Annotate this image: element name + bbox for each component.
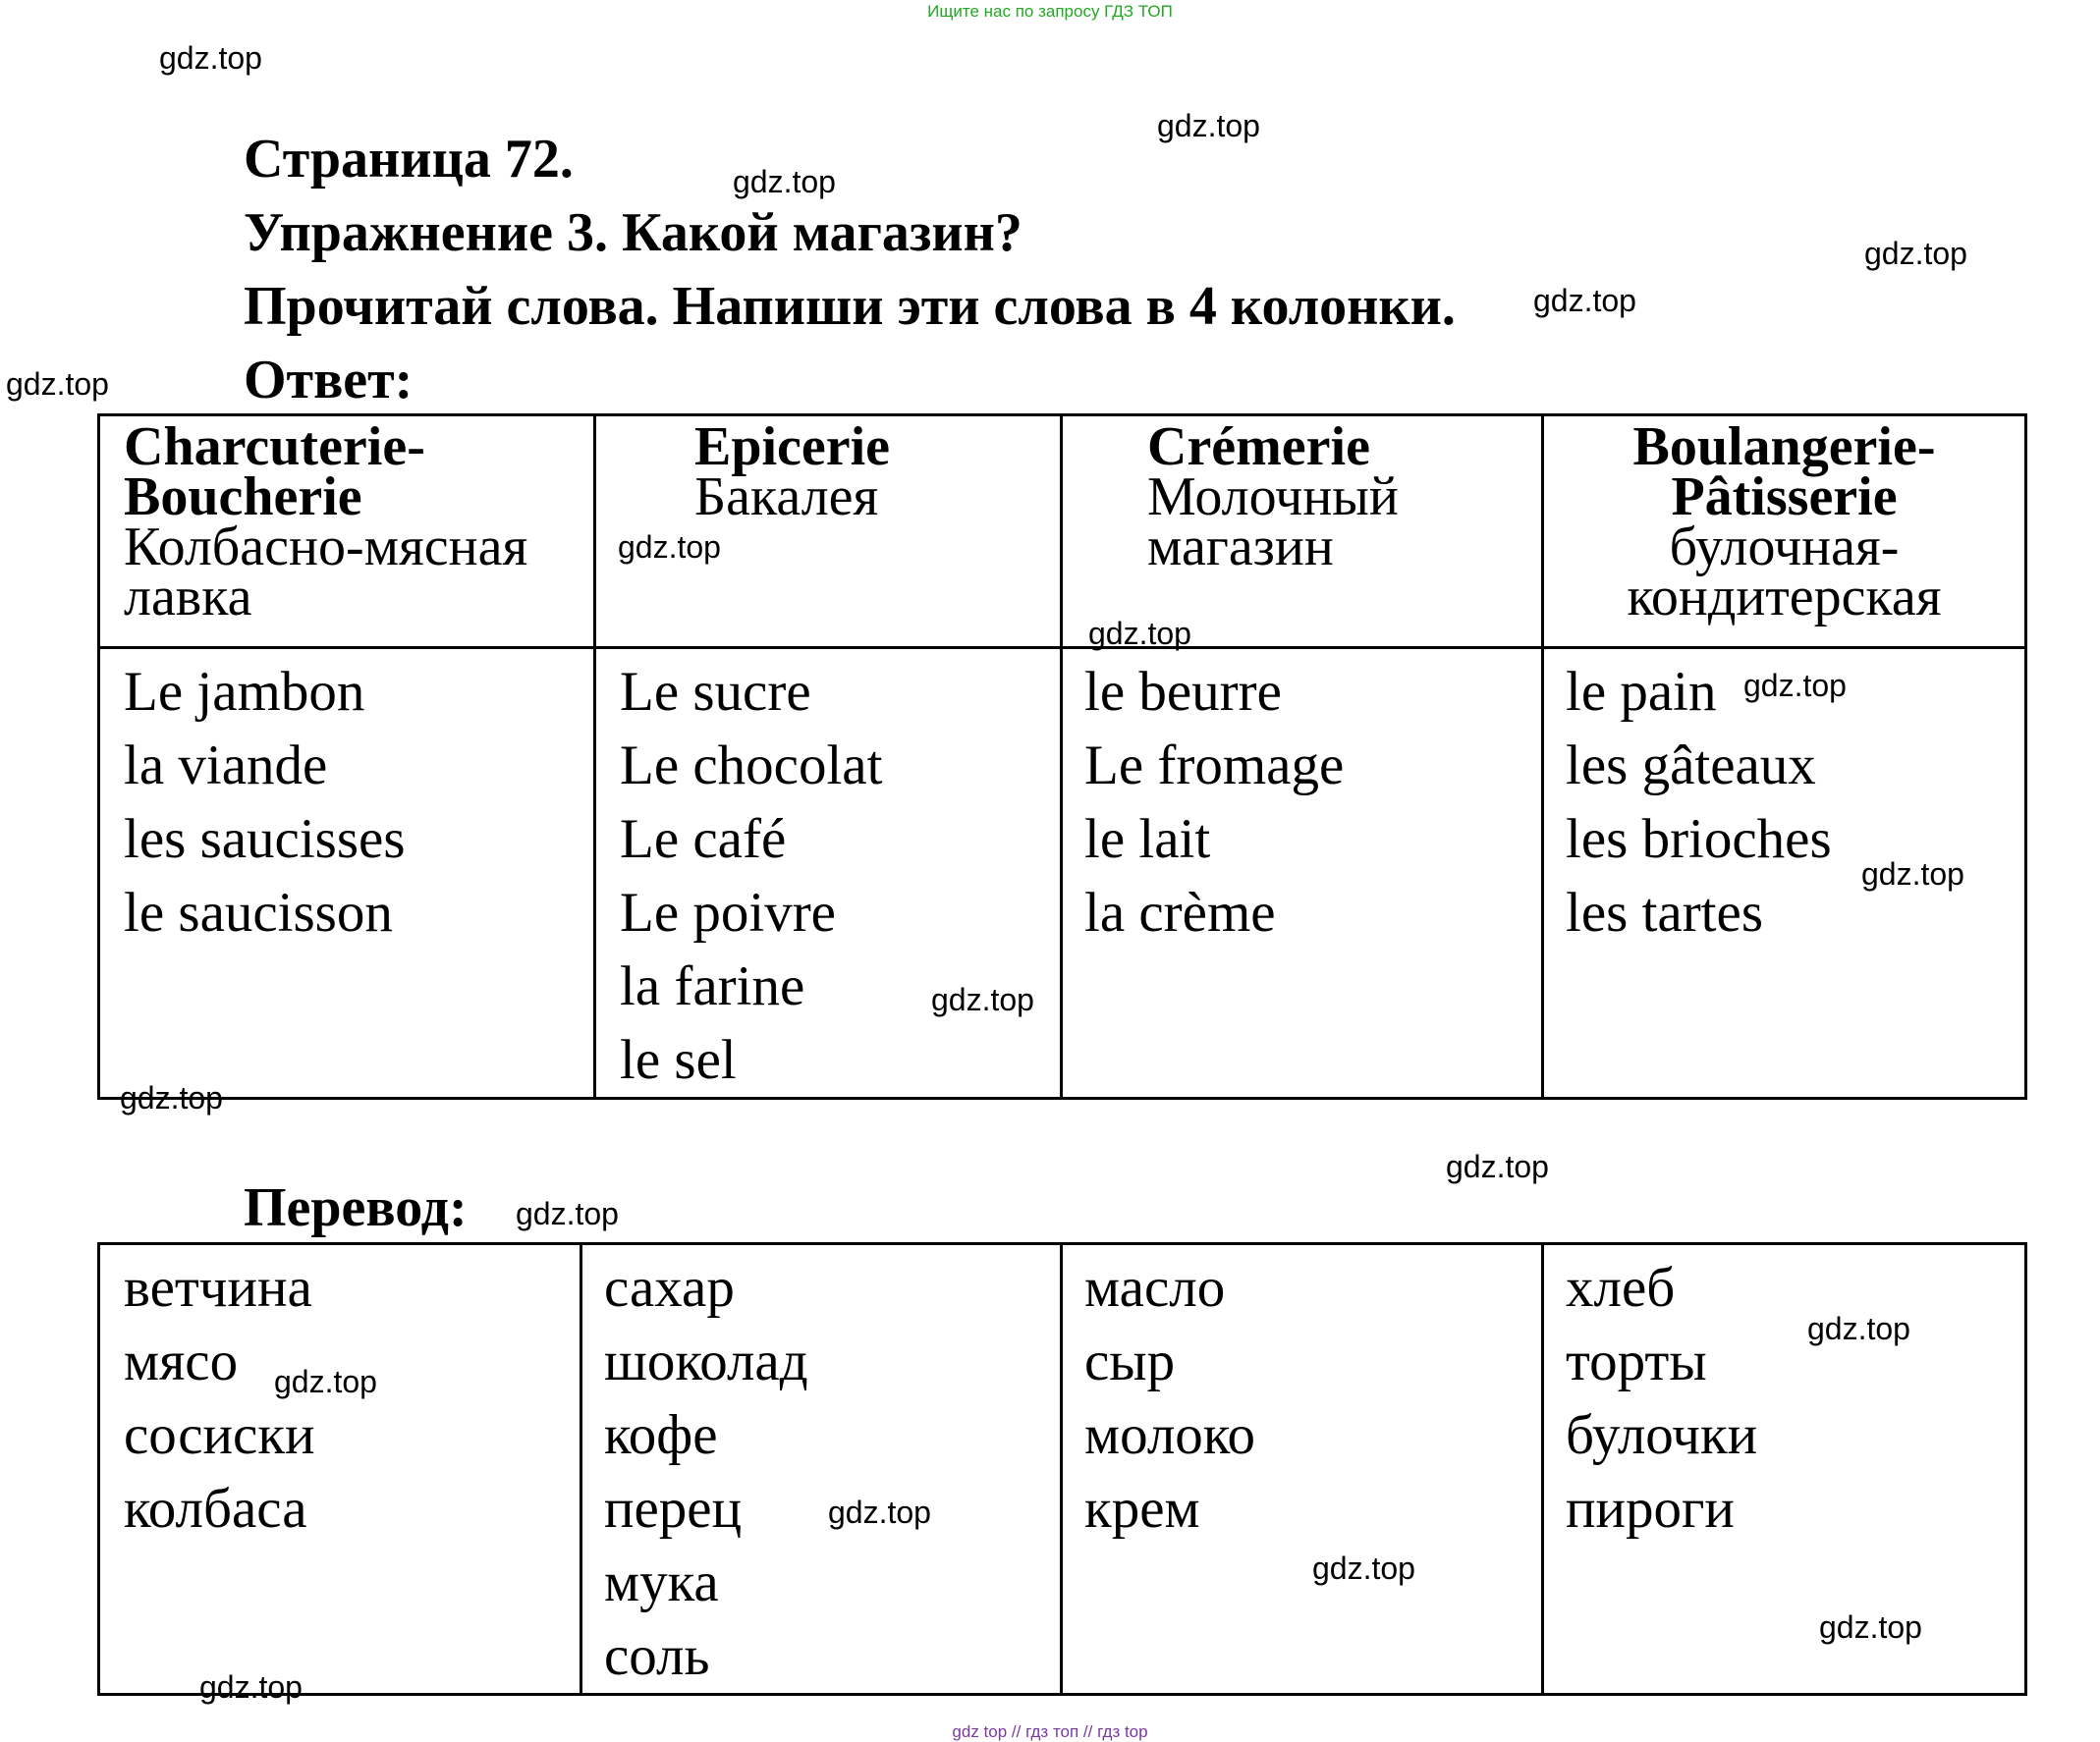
answer-words-row [99,648,2026,1099]
word-item: le sel [620,1029,737,1091]
word-item: колбаса [124,1478,307,1540]
word-item: les saucisses [124,808,406,870]
header-charcuterie [99,415,595,648]
watermark-text: gdz.top [1864,236,1967,271]
word-item: перец [604,1478,743,1540]
word-item: торты [1566,1331,1707,1392]
word-item: крем [1084,1478,1200,1540]
header-ru-text: лавка [124,567,252,627]
answer-column-cremerie [1062,648,1543,1099]
word-item: le lait [1084,808,1211,870]
header-fr-text: Boulangerie- [1632,416,1936,477]
header-ru-text: кондитерская [1627,567,1942,627]
watermark-text: gdz.top [120,1080,223,1116]
word-item: Le fromage [1084,735,1345,796]
word-item: les gâteaux [1566,735,1816,796]
watermark-text: gdz.top [931,982,1034,1017]
answer-table [97,413,2027,1100]
word-item: кофе [604,1404,718,1466]
watermark-text: gdz.top [1533,283,1636,318]
word-item: Le poivre [620,882,836,944]
word-item: Le chocolat [620,735,883,796]
watermark-text: gdz.top [618,529,721,565]
header-boulangerie [1543,415,2026,648]
watermark-text: gdz.top [274,1364,377,1399]
answer-column-epicerie [595,648,1062,1099]
bottom-banner-link[interactable]: gdz top // гдз топ // гдз top [952,1722,1148,1741]
task-instruction: Прочитай слова. Напиши эти слова в 4 колонки. [244,276,1456,337]
word-item: сосиски [124,1404,315,1466]
word-item: la farine [620,955,805,1017]
translation-column-3 [1062,1244,1543,1695]
translation-column-1 [99,1244,581,1695]
word-item: Le sucre [620,661,811,723]
answer-header-row [99,415,2026,648]
word-item: булочки [1566,1404,1758,1466]
watermark-text: gdz.top [733,164,836,199]
word-item: мука [604,1551,719,1613]
watermark-text: gdz.top [1088,616,1191,651]
header-ru-text: булочная- [1669,517,1900,577]
exercise-title: Упражнение 3. Какой магазин? [244,202,1022,263]
watermark-text: gdz.top [1446,1149,1549,1184]
word-item: les tartes [1566,882,1764,944]
header-ru-text: магазин [1147,517,1334,577]
watermark-text: gdz.top [1743,668,1847,703]
word-item: шоколад [604,1331,808,1392]
word-item: сахар [604,1257,735,1319]
translation-column-4 [1543,1244,2026,1695]
word-item: соль [604,1625,710,1687]
word-item: молоко [1084,1404,1256,1466]
watermark-text: gdz.top [1807,1311,1910,1346]
word-item: Le jambon [124,661,365,723]
translation-words-row [99,1244,2026,1695]
translation-column-2 [581,1244,1062,1695]
word-item: сыр [1084,1331,1176,1392]
watermark-text: gdz.top [6,366,109,402]
header-ru-text: Бакалея [694,466,879,527]
word-item: Le café [620,808,787,870]
word-item: la crème [1084,882,1276,944]
translation-table [97,1242,2027,1696]
watermark-text: gdz.top [1861,856,1964,892]
word-item: ветчина [124,1257,312,1319]
answer-column-charcuterie [99,648,595,1099]
watermark-text: gdz.top [199,1669,303,1705]
page-title: Страница 72. [244,129,574,190]
header-ru-text: Колбасно-мясная [124,517,528,577]
watermark-text: gdz.top [516,1196,619,1231]
word-item: le pain [1566,661,1717,723]
header-fr-text: Crémerie [1147,416,1370,477]
word-item: la viande [124,735,328,796]
word-item: пироги [1566,1478,1735,1540]
word-item: мясо [124,1331,239,1392]
word-item: les brioches [1566,808,1832,870]
word-item: le beurre [1084,661,1282,723]
header-fr-text: Pâtisserie [1671,466,1898,527]
header-fr-text: Boucherie [124,466,362,527]
header-fr-text: Epicerie [694,416,891,477]
watermark-text: gdz.top [1819,1609,1922,1645]
header-ru-text: Молочный [1147,466,1399,527]
top-banner-link[interactable]: Ищите нас по запросу ГДЗ ТОП [927,2,1173,21]
word-item: масло [1084,1257,1226,1319]
translation-heading: Перевод: [244,1177,468,1238]
header-fr-text: Charcuterie- [124,416,425,477]
word-item: le saucisson [124,882,393,944]
watermark-text: gdz.top [828,1495,931,1530]
watermark-text: gdz.top [1312,1551,1415,1586]
watermark-text: gdz.top [1157,108,1260,143]
word-item: хлеб [1566,1257,1676,1319]
header-cremerie [1062,415,1543,648]
answer-heading: Ответ: [244,350,414,410]
watermark-text: gdz.top [159,40,262,76]
